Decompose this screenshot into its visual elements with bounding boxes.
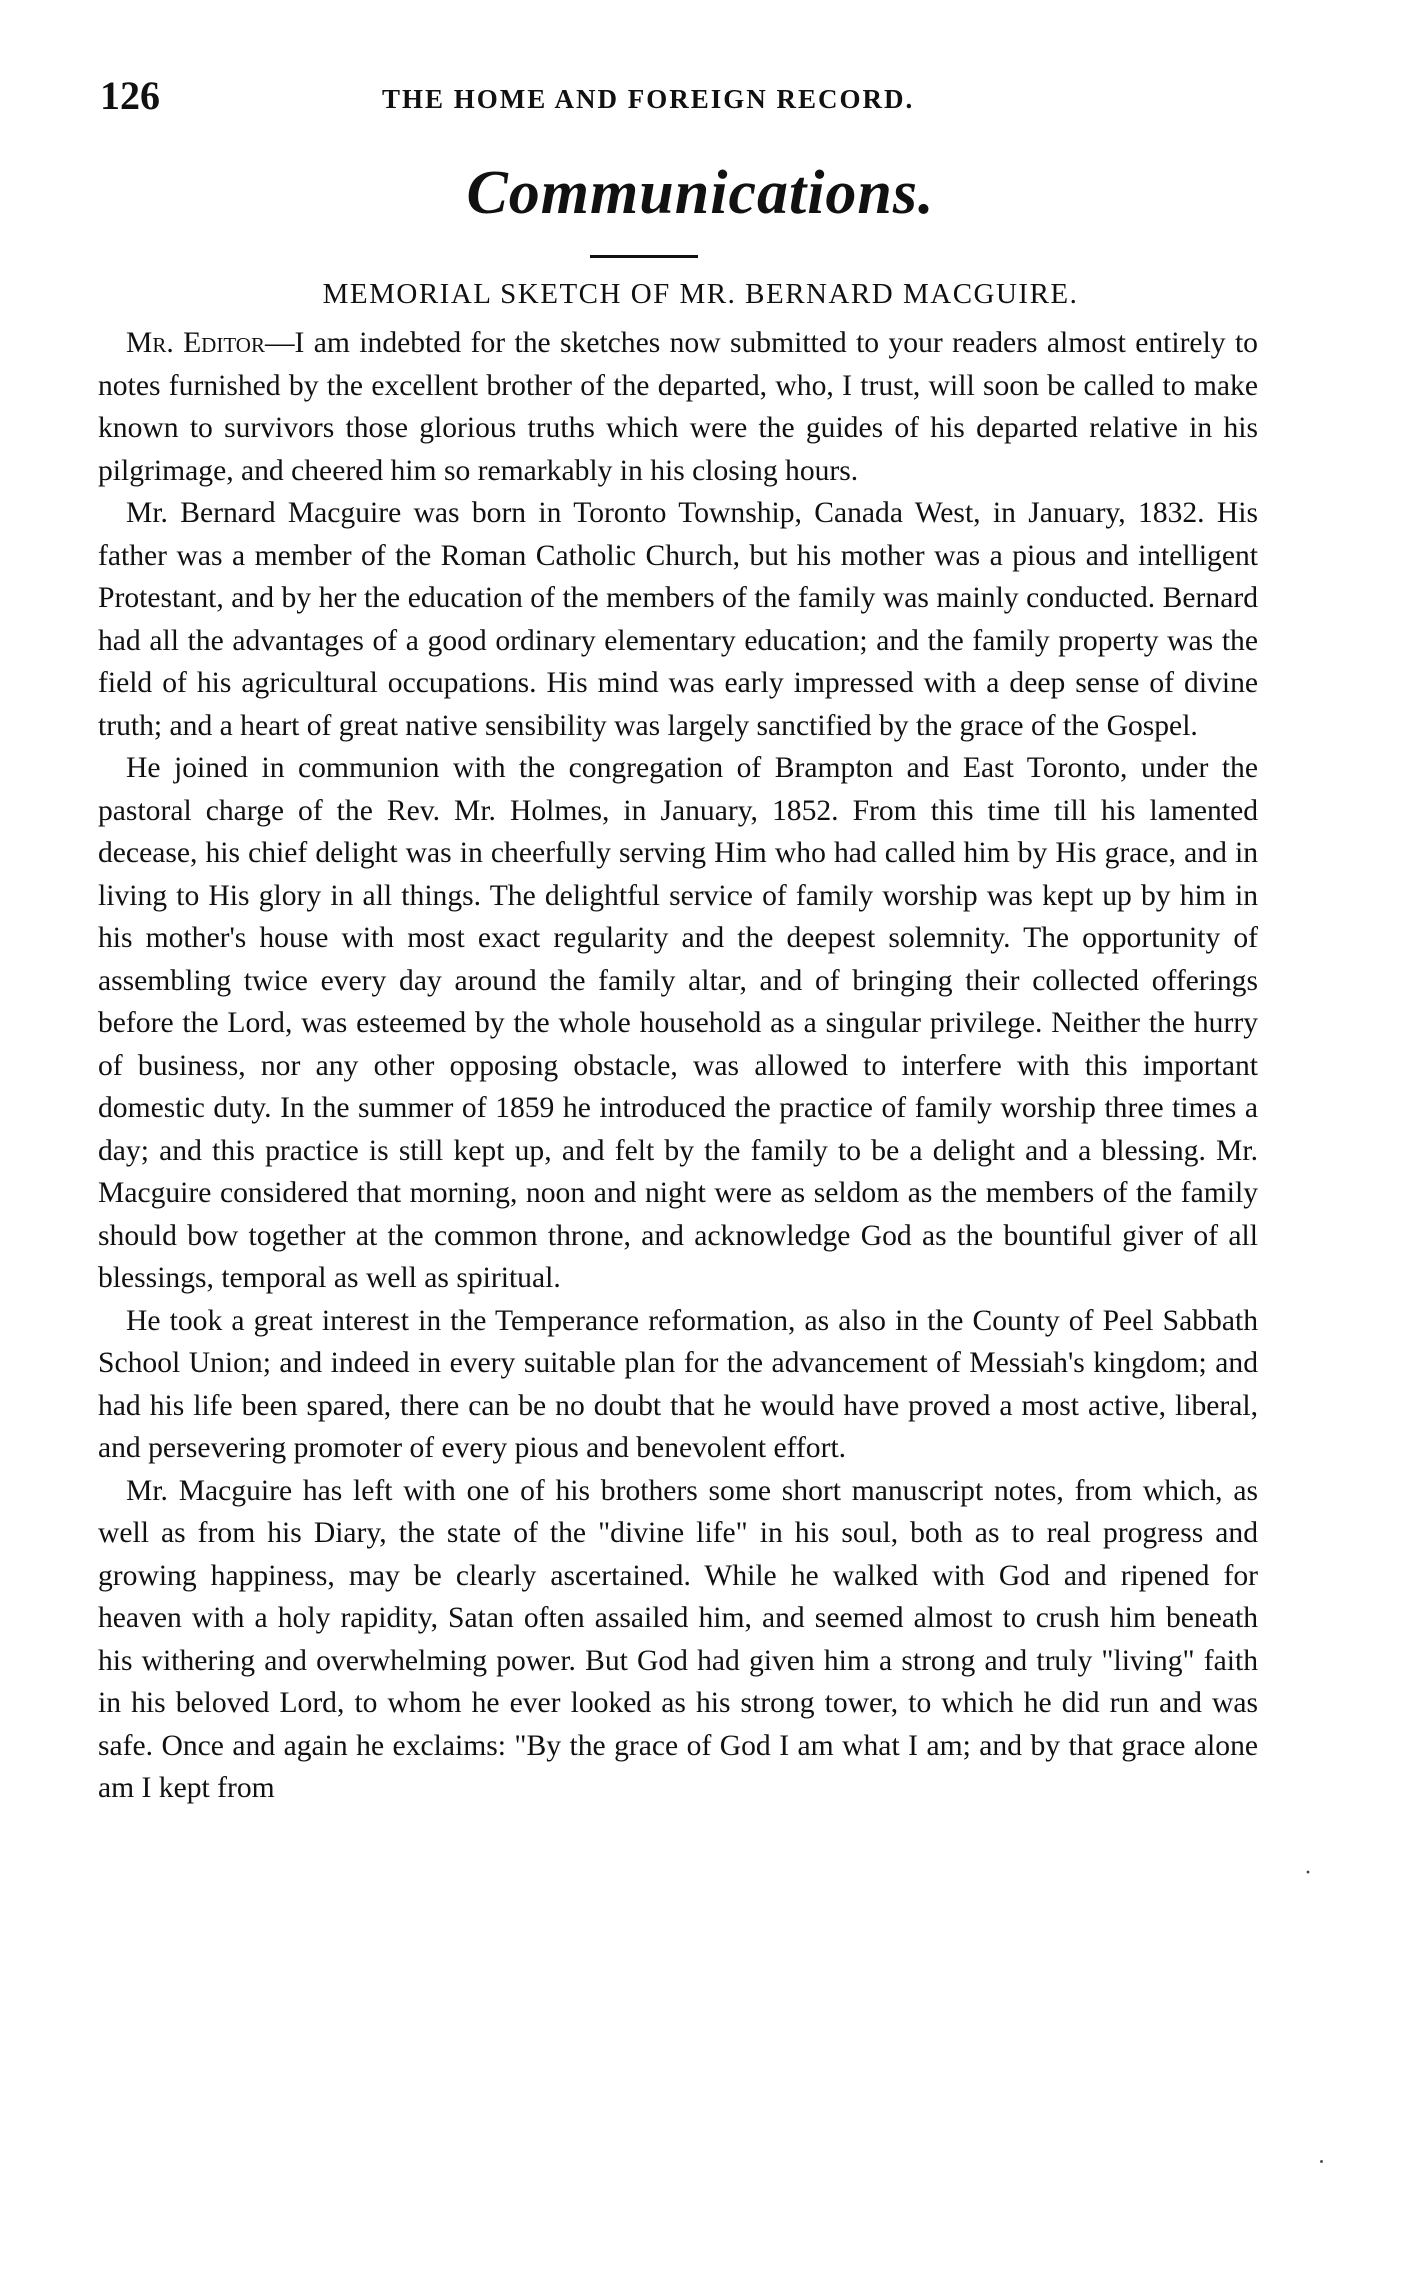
salutation: Mr. Editor <box>126 327 265 359</box>
paragraph-1 <box>98 322 1258 492</box>
section-divider <box>590 255 698 258</box>
running-head <box>100 72 1260 122</box>
paragraph-2: Mr. Bernard Macguire was born in Toronto Township, Canada West, in January, 1832. His father was a member of the Roman Catholic Church, but his mother was a pious and intelligent Protestant, and by her the education of the members of the family was mainly conducted. Bernard had all the advantages of a good ordinary elementary education; and the family property was the field of his agricultural occupations. His mind was early impressed with a deep sense of divine truth; and a heart of great native sensibility was largely sanctified by the grace of the Gospel. <box>98 497 1258 742</box>
section-heading: Communications. <box>466 159 935 227</box>
paragraph-1-text: —I am indebted for the sketches now submitted to your readers almost entirely to notes furnished by the excellent brother of the departed, who, I trust, will soon be called to make known to survivors those glorious truths which were the guides of his departed relative in his pilgrimage, and cheered him so remarkably in his closing hours. <box>98 327 1258 487</box>
article-title: MEMORIAL SKETCH OF MR. BERNARD MACGUIRE. <box>322 278 1079 310</box>
paragraph-3: He joined in communion with the congregation of Brampton and East Toronto, under the pastoral charge of the Rev. Mr. Holmes, in January, 1852. From this time till his lamented decease, his chief delight was in cheerfully serving Him who had called him by His grace, and in living to His glory in all things. The delightful service of family worship was kept up by him in his mother's house with most exact regularity and the deepest solemnity. The opportunity of assembling twice every day around the family altar, and of bringing their collected offerings before the Lord, was esteemed by the whole household as a singular privilege. Neither the hurry of business, nor any other opposing obstacle, was allowed to interfere with this important domestic duty. In the summer of 1859 he introduced the practice of family worship three times a day; and this practice is still kept up, and felt by the family to be a delight and a blessing. Mr. Macguire considered that morning, noon and night were as seldom as the members of the family should bow together at the common throne, and acknowledge God as the bountiful giver of all blessings, temporal as well as spiritual. <box>98 752 1258 1294</box>
stray-mark: · <box>1304 1860 1312 1886</box>
journal-title: THE HOME AND FOREIGN RECORD. <box>382 84 915 114</box>
stray-dot <box>1320 2160 1323 2163</box>
page-number: 126 <box>100 73 160 118</box>
paragraph-5: Mr. Macguire has left with one of his brothers some short manuscript notes, from which, as well as from his Diary, the state of the "divine life" in his soul, both as to real progress and growing happiness, may be clearly ascertained. While he walked with God and ripened for heaven with a holy rapidity, Satan often assailed him, and seemed almost to crush him beneath his withering and overwhelming power. But God had given him a strong and truly "living" faith in his beloved Lord, to whom he ever looked as his strong tower, to which he did run and was safe. Once and again he exclaims: "By the grace of God I am what I am; and by that grace alone am I kept from <box>98 1474 1258 1804</box>
paragraph-4: He took a great interest in the Temperance reformation, as also in the County of Peel Sabbath School Union; and indeed in every suitable plan for the advancement of Messiah's kingdom; and had his life been spared, there can be no doubt that he would have proved a most active, liberal, and persevering promoter of every pious and benevolent effort. <box>98 1304 1258 1464</box>
article-body <box>98 322 1258 1810</box>
